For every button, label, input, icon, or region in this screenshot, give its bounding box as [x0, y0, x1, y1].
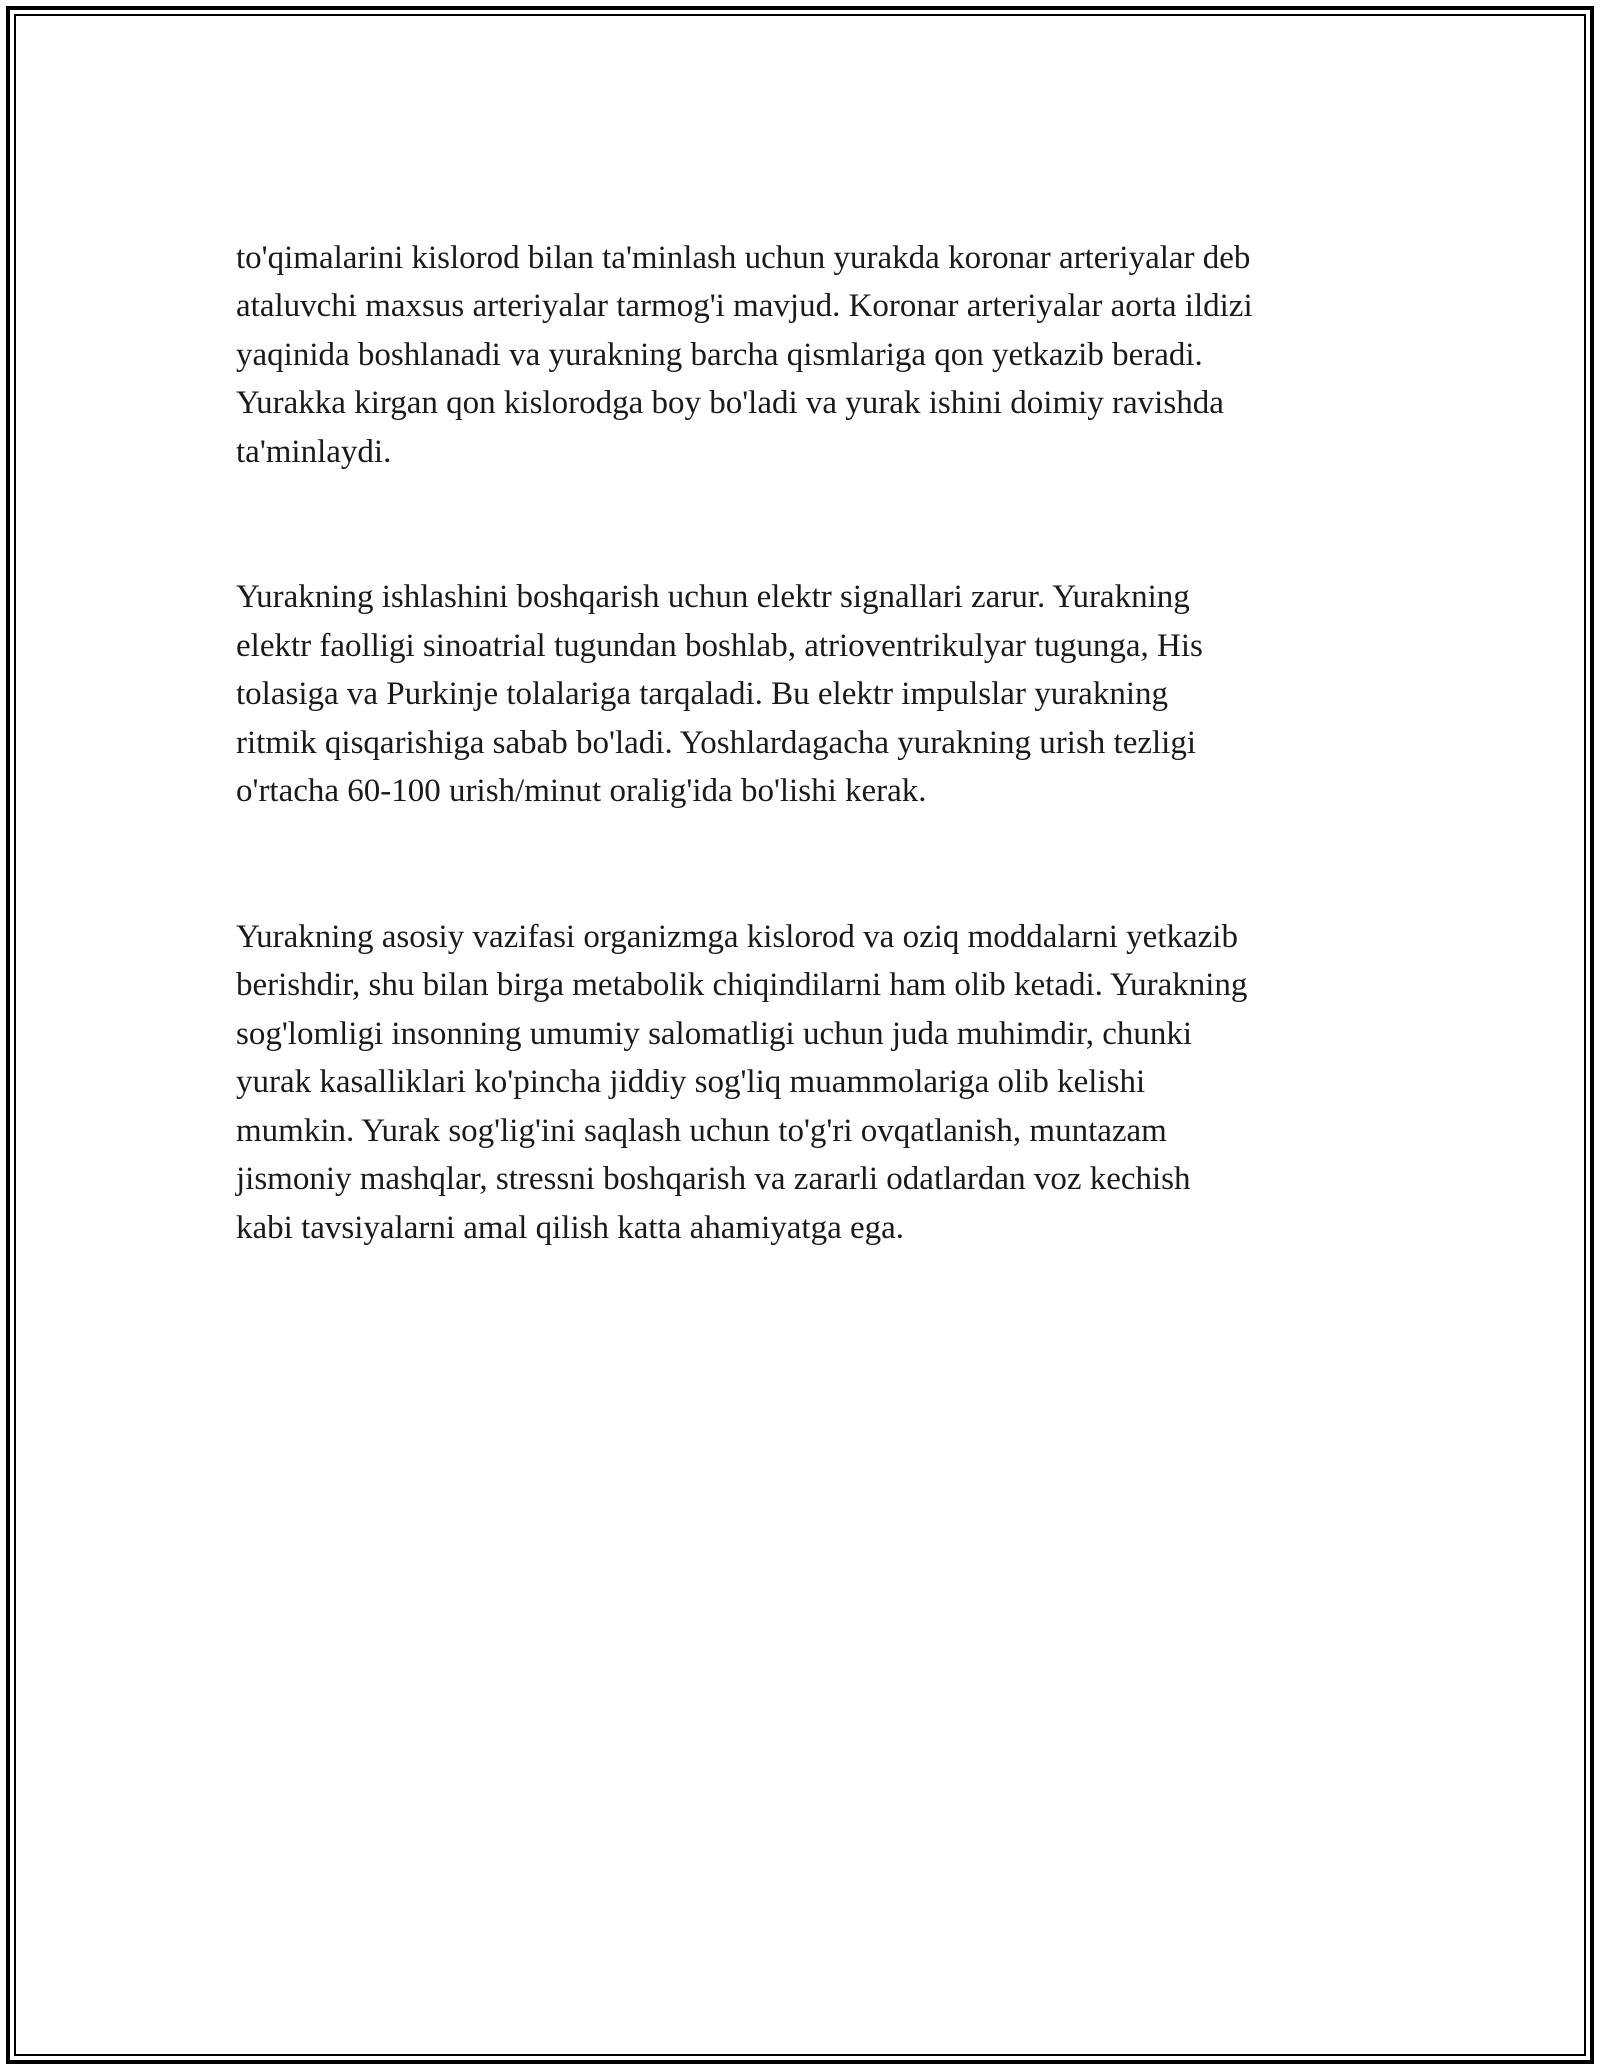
paragraph-electrical-conduction: Yurakning ishlashini boshqarish uchun elektr signallari zarur. Yurakning elektr faolligi sinoatrial tugundan boshlab, atrioventrikulyar tugunga, His tolasiga va Purkinje tolalariga tarqaladi. Bu elektr impulslar yurakning ritmik qisqarishiga sabab bo'ladi. Yoshlardagacha yurakning urish tezligi o'rtacha 60-100 urish/minut oralig'ida bo'lishi kerak.	[236, 579, 1203, 809]
paragraph-heart-function: Yurakning asosiy vazifasi organizmga kislorod va oziq moddalarni yetkazib berishdir, shu bilan birga metabolik chiqindilarni ham olib ketadi. Yurakning sog'lomligi insonning umumiy salomatligi uchun juda muhimdir, chunki yurak kasalliklari ko'pincha jiddiy sog'liq muammolariga olib kelishi mumkin. Yurak sog'lig'ini saqlash uchun to'g'ri ovqatlanish, muntazam jismoniy mashqlar, stressni boshqarish va zararli odatlardan voz kechish kabi tavsiyalarni amal qilish katta ahamiyatga ega.	[236, 918, 1248, 1246]
paragraph-coronary-arteries: to'qimalarini kislorod bilan ta'minlash uchun yurakda koronar arteriyalar deb ataluvchi maxsus arteriyalar tarmog'i mavjud. Koronar arteriyalar aorta ildizi yaqinida boshlanadi va yurakning barcha qismlariga qon yetkazib beradi. Yurakka kirgan qon kislorodga boy bo'ladi va yurak ishini doimiy ravishda ta'minlaydi.	[236, 239, 1253, 470]
document-body	[236, 185, 1386, 1349]
